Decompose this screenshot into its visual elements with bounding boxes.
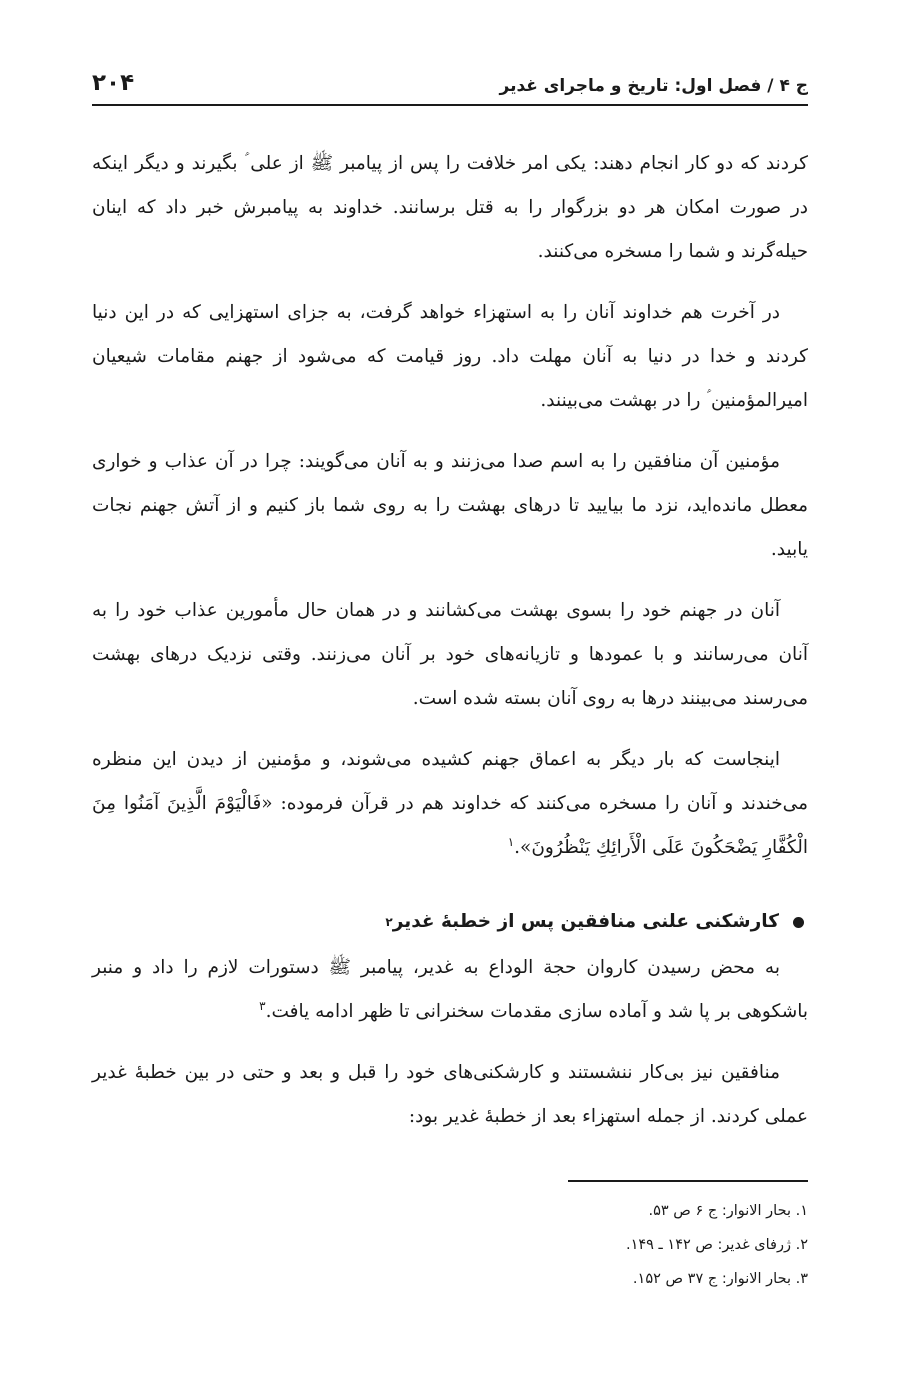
section-heading: کارشکنی علنی منافقین پس از خطبهٔ غدیر ۲ (92, 900, 808, 944)
paragraph-text: کردند که دو کار انجام دهند: یکی امر خلافت را پس از پیامبر ﷺ از علی ؑ بگیرند و دیگر اینکه در صورت امکان هر دو بزرگوار را به قتل برسانند. خداوند به پیامبرش خبر داد که اینان حیله‌گرند و شما را مسخره می‌کنند. (92, 153, 808, 262)
footnote-ref: ۱ (507, 834, 515, 849)
footnote-divider (568, 1180, 808, 1182)
footnote-item: ۱. بحار الانوار: ج ۶ ص ۵۳. (648, 1203, 808, 1219)
paragraph-text: اینجاست که بار دیگر به اعماق جهنم کشیده می‌شوند، و مؤمنین از دیدن این منظره می‌خندند و آنان را مسخره می‌کنند که خداوند هم در قرآن فرموده: «فَالْيَوْمَ الَّذِينَ آمَنُوا مِنَ الْكُفَّارِ يَضْحَكُونَ عَلَى الْأَرائِكِ يَنْظُرُونَ». (92, 749, 808, 858)
paragraph-3 (92, 440, 808, 572)
paragraph-text: در آخرت هم خداوند آنان را به استهزاء خواهد گرفت، به جزای استهزایی که در این دنیا کردند و خدا در دنیا به آنان مهلت داد. روز قیامت که می‌شود از جهنم مقامات شیعیان امیرالمؤمنین ؑ را در بهشت می‌بینند. (92, 302, 808, 411)
paragraph-1 (92, 142, 808, 274)
paragraph-4 (92, 589, 808, 721)
section-paragraph-2 (92, 1051, 808, 1139)
section-heading-text: کارشکنی علنی منافقین پس از خطبهٔ غدیر (392, 911, 779, 932)
footnotes (92, 1180, 808, 1296)
page-number: ۲۰۴ (92, 70, 135, 96)
footnote-item: ۲. ژرفای غدیر: ص ۱۴۲ ـ ۱۴۹. (625, 1237, 808, 1253)
section-paragraph-1 (92, 946, 808, 1034)
paragraph-text: منافقین نیز بی‌کار ننشستند و کارشکنی‌های خود را قبل و بعد و حتی در بین خطبهٔ غدیر عملی کردند. از جمله استهزاء بعد از خطبهٔ غدیر بود: (92, 1062, 808, 1127)
paragraph-5 (92, 738, 808, 870)
footnote-item: ۳. بحار الانوار: ج ۳۷ ص ۱۵۲. (632, 1271, 808, 1287)
body-text (92, 142, 808, 1156)
bullet-icon (793, 917, 804, 928)
running-title: ج ۴ / فصل اول: تاریخ و ماجرای غدیر (499, 76, 808, 96)
paragraph-text: به محض رسیدن کاروان حجة الوداع به غدیر، پیامبر ﷺ دستورات لازم را داد و منبر باشکوهی بر پا شد و آماده سازی مقدمات سخنرانی تا ظهر ادامه یافت. (92, 957, 808, 1022)
paragraph-text: آنان در جهنم خود را بسوی بهشت می‌کشانند و در همان حال مأمورین عذاب خود را به آنان می‌رسانند و با عمودها و تازیانه‌های خود بر آنان می‌زنند. وقتی نزدیک درهای بهشت می‌رسند می‌بینند درها به روی آنان بسته شده است. (92, 600, 808, 709)
page-header (92, 66, 808, 106)
book-page (92, 0, 808, 1390)
paragraph-text: مؤمنین آن منافقین را به اسم صدا می‌زنند و به آنان می‌گویند: چرا در آن عذاب و خواری معطل مانده‌اید، نزد ما بیایید تا درهای بهشت را به روی شما باز کنیم و از آتش جهنم نجات یابید. (92, 451, 808, 560)
paragraph-2 (92, 291, 808, 423)
footnote-ref: ۳ (259, 998, 266, 1013)
